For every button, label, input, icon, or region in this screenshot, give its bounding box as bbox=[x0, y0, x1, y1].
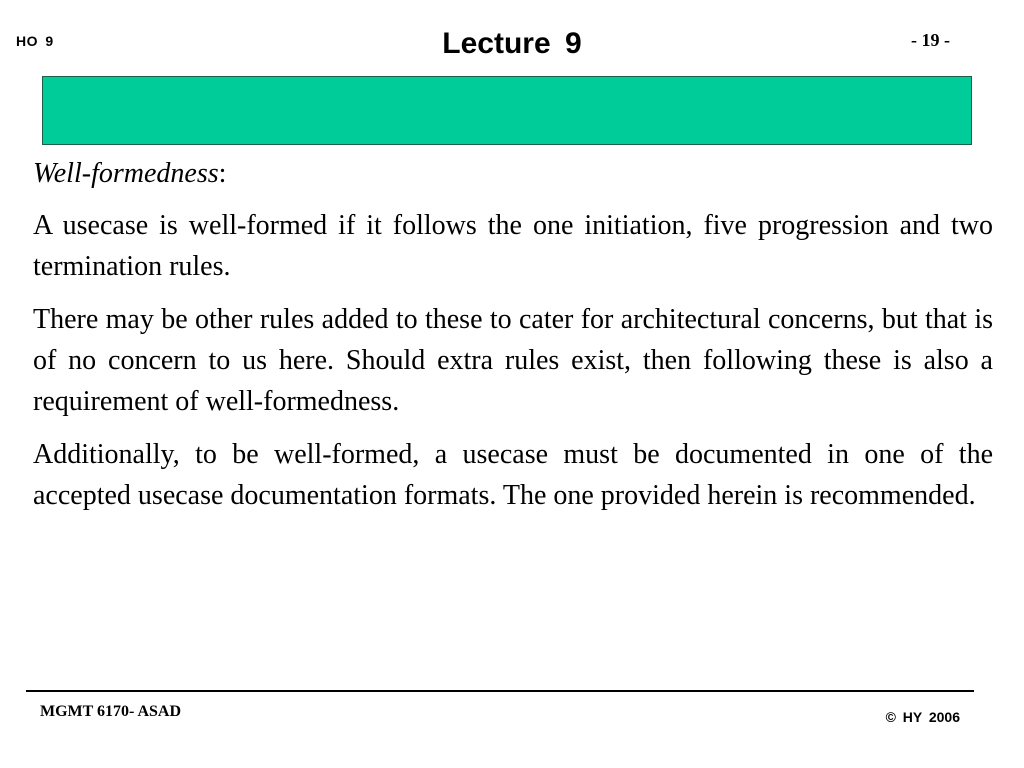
title-banner bbox=[42, 76, 972, 145]
handout-label: HO 9 bbox=[16, 33, 54, 49]
page-number: - 19 - bbox=[911, 30, 950, 50]
course-code: MGMT 6170- ASAD bbox=[40, 703, 182, 720]
paragraph-3: Additionally, to be well-formed, a usecase must be documented in one of the accepted usecase documentation formats. The one provided herein is recommended. bbox=[33, 439, 993, 511]
footer-divider bbox=[26, 690, 974, 692]
copyright-notice: © HY 2006 bbox=[885, 709, 960, 725]
section-heading-text: Well-formedness bbox=[33, 158, 219, 189]
paragraph-2: There may be other rules added to these to cater for architectural concerns, but that is of no concern to us here. Should extra rules exist, then following these is also a requirement of well-formedness. bbox=[33, 304, 993, 417]
slide-body bbox=[33, 153, 993, 528]
section-heading-colon: : bbox=[218, 158, 227, 189]
page-title: Lecture 9 bbox=[442, 27, 582, 60]
paragraph-1: A usecase is well-formed if it follows the one initiation, five progression and two termination rules. bbox=[33, 210, 993, 282]
section-heading bbox=[33, 153, 993, 194]
